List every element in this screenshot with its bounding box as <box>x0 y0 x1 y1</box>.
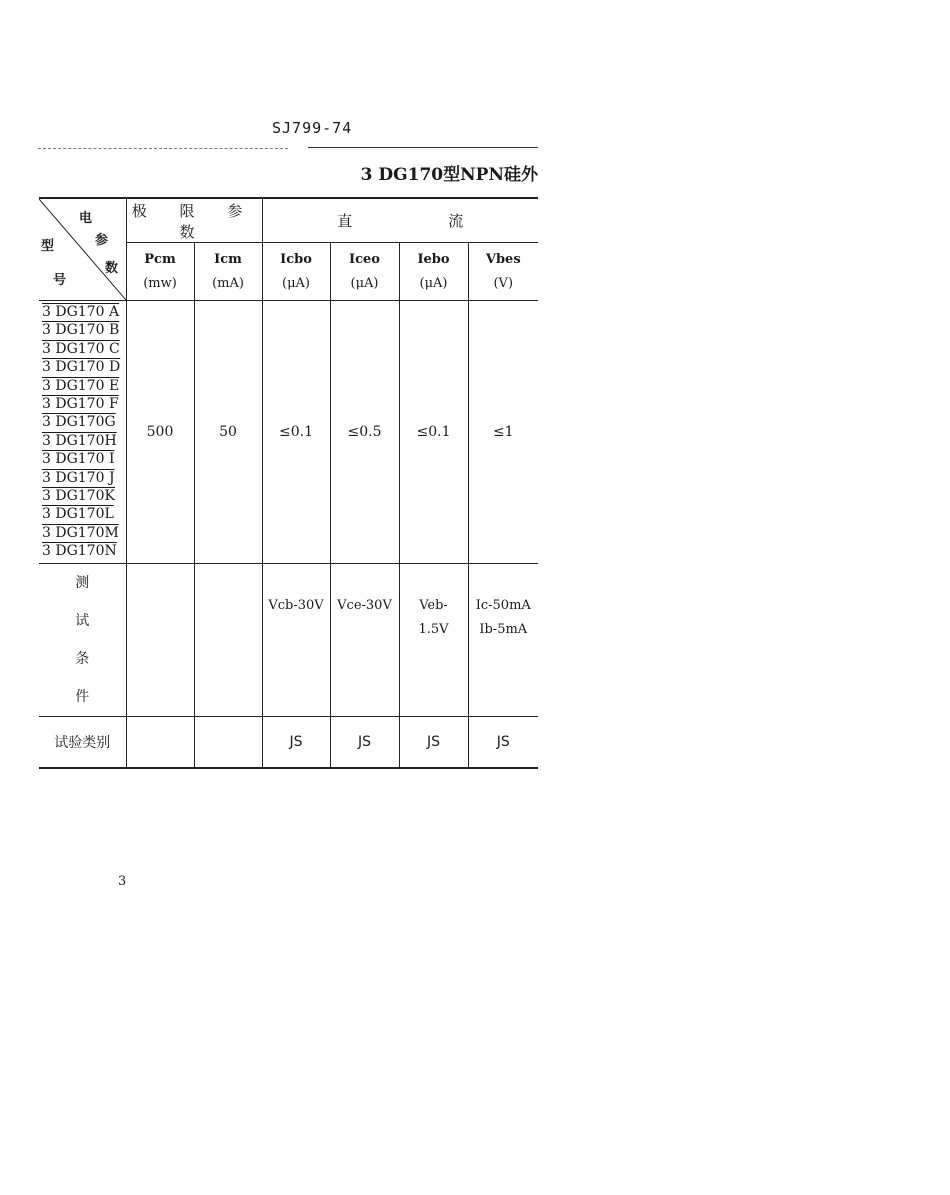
group-limit-params: 极 限 参 数 <box>126 198 262 243</box>
category-pcm-empty <box>126 716 194 768</box>
col-header-iceo <box>330 243 399 301</box>
col-symbol-pcm: Pcm <box>144 251 176 267</box>
col-symbol-iebo: Iebo <box>417 251 450 267</box>
model-item: 3 DG170H <box>42 432 117 449</box>
condition-row <box>39 563 538 716</box>
category-vbes: JS <box>468 716 538 768</box>
condition-label-char: 件 <box>75 688 90 705</box>
header-rule-dashed <box>38 148 288 149</box>
model-item: 3 DG170 I <box>42 451 115 468</box>
corner-col-word-2: 参 <box>95 233 109 248</box>
condition-icbo: Vcb-30V <box>262 563 330 716</box>
group-dc-params <box>262 198 538 243</box>
col-unit-iceo: (μA) <box>350 275 379 291</box>
col-symbol-icbo: Icbo <box>280 251 312 267</box>
col-unit-pcm: (mw) <box>143 275 177 291</box>
category-iebo: JS <box>399 716 468 768</box>
col-header-icbo <box>262 243 330 301</box>
condition-label <box>39 563 126 716</box>
condition-label-char: 条 <box>75 650 90 667</box>
header-row-groups <box>39 198 538 243</box>
value-iceo: ≤0.5 <box>330 301 399 564</box>
model-item: 3 DG170 B <box>42 322 120 339</box>
condition-iebo-line-2: 1.5V <box>418 621 449 637</box>
spec-table <box>39 197 538 769</box>
corner-col-word-1: 电 <box>79 211 93 226</box>
category-icm-empty <box>194 716 262 768</box>
model-item: 3 DG170 D <box>42 359 121 376</box>
model-item: 3 DG170 J <box>42 469 115 486</box>
model-item: 3 DG170 F <box>42 396 119 413</box>
category-iceo: JS <box>330 716 399 768</box>
condition-icm-empty <box>194 563 262 716</box>
data-row <box>39 301 538 564</box>
model-item: 3 DG170M <box>42 524 119 541</box>
corner-col-word-3: 数 <box>105 261 119 276</box>
group-dc-word-1: 直 <box>337 212 353 230</box>
col-symbol-vbes: Vbes <box>485 251 521 267</box>
condition-iebo-line-1: Veb- <box>419 597 448 613</box>
model-item: 3 DG170G <box>42 414 116 431</box>
col-unit-iebo: (μA) <box>419 275 448 291</box>
header-rule-solid <box>308 147 538 148</box>
category-row <box>39 716 538 768</box>
col-header-icm <box>194 243 262 301</box>
page-number: 3 <box>118 874 127 889</box>
value-pcm: 500 <box>126 301 194 564</box>
col-symbol-icm: Icm <box>214 251 242 267</box>
condition-vbes-line-1: Ic-50mA <box>475 597 531 613</box>
value-iebo: ≤0.1 <box>399 301 468 564</box>
col-header-iebo <box>399 243 468 301</box>
document-title: 3 DG170型NPN硅外 <box>360 165 538 185</box>
model-item: 3 DG170 C <box>42 340 120 357</box>
category-label: 试验类别 <box>39 716 126 768</box>
condition-label-char: 试 <box>75 612 90 629</box>
col-header-vbes <box>468 243 538 301</box>
corner-cell <box>39 198 126 301</box>
model-item: 3 DG170L <box>42 506 114 523</box>
model-list <box>39 301 126 564</box>
corner-row-word-1: 型 <box>41 239 55 254</box>
condition-vbes-line-2: Ib-5mA <box>479 621 528 637</box>
document-code: SJ799-74 <box>272 119 353 137</box>
col-unit-icbo: (μA) <box>282 275 310 291</box>
value-vbes: ≤1 <box>468 301 538 564</box>
group-dc-word-2: 流 <box>448 212 464 230</box>
condition-vbes <box>468 563 538 716</box>
col-header-pcm <box>126 243 194 301</box>
model-item: 3 DG170K <box>42 488 115 505</box>
model-item: 3 DG170 E <box>42 377 120 394</box>
condition-pcm-empty <box>126 563 194 716</box>
corner-row-word-2: 号 <box>53 273 67 288</box>
value-icbo: ≤0.1 <box>262 301 330 564</box>
category-icbo: JS <box>262 716 330 768</box>
condition-iceo: Vce-30V <box>330 563 399 716</box>
value-icm: 50 <box>194 301 262 564</box>
model-item: 3 DG170N <box>42 543 117 560</box>
condition-label-char: 测 <box>75 574 90 591</box>
col-symbol-iceo: Iceo <box>349 251 380 267</box>
col-unit-vbes: (V) <box>493 275 514 291</box>
model-item: 3 DG170 A <box>42 304 120 320</box>
col-unit-icm: (mA) <box>212 275 244 291</box>
condition-iebo <box>399 563 468 716</box>
